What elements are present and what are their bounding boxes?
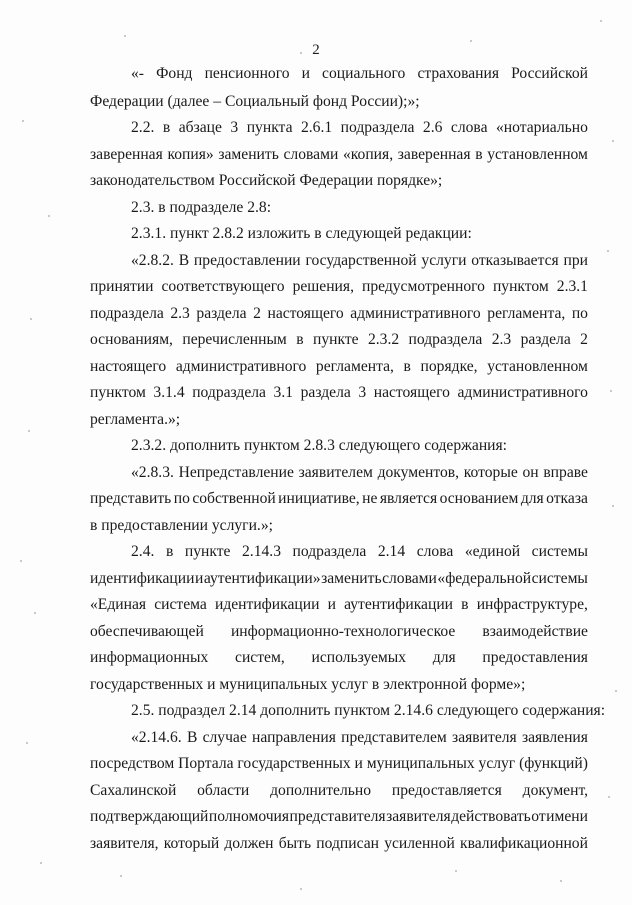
word: принятии	[90, 278, 154, 295]
text-line: 2.3.2. дополнить пунктом 2.8.3 следующего содержания:	[131, 437, 508, 454]
word: Российской	[511, 65, 588, 82]
scan-speck	[455, 870, 457, 872]
page-number: 2	[312, 42, 320, 58]
word: раздела	[196, 305, 247, 322]
word: «Единая	[90, 596, 147, 613]
word: посредством	[90, 755, 175, 772]
word: подраздела	[340, 119, 415, 136]
text-line	[131, 118, 588, 138]
text-line: Федерации (далее – Социальный фонд России);»;	[90, 93, 420, 110]
text-line: в предоставлении услуги.»;	[90, 517, 273, 534]
word: административного	[175, 358, 307, 375]
word: соответствующего	[161, 278, 285, 295]
word: заявителя	[452, 729, 517, 746]
word: Портала	[178, 755, 234, 772]
word: настоящего	[373, 384, 450, 401]
text-line	[131, 542, 588, 562]
word: которые	[463, 464, 518, 481]
word: регламента,	[315, 358, 394, 375]
scan-speck	[300, 52, 302, 54]
word: слова	[416, 543, 454, 560]
text-line	[131, 64, 588, 84]
text-line	[90, 622, 588, 642]
word: «единой	[464, 543, 521, 560]
word: области	[197, 782, 250, 799]
text-line	[90, 304, 588, 324]
word: установленном	[487, 358, 588, 375]
scan-speck	[20, 560, 22, 562]
word: муниципальных	[366, 755, 475, 772]
word: предоставлении	[193, 252, 301, 269]
word: для	[432, 649, 456, 666]
word: используемых	[311, 649, 407, 666]
word: информационных	[90, 649, 209, 666]
word: «-	[131, 65, 144, 82]
word: 2.14.3	[242, 543, 281, 560]
word: 2.3.1	[556, 278, 588, 295]
word: 2.2.	[131, 119, 155, 136]
word: от	[531, 808, 546, 825]
word: раздела	[300, 384, 351, 401]
word: подраздела	[408, 331, 483, 348]
word: В	[186, 729, 198, 746]
scan-speck	[610, 390, 612, 392]
text-line: регламента.»;	[90, 411, 181, 428]
word: идентификации	[90, 570, 195, 587]
scan-speck	[34, 612, 36, 614]
word: заявителя,	[90, 835, 159, 852]
word: полномочия	[208, 808, 290, 825]
text-line	[90, 145, 588, 165]
word: подраздела	[192, 384, 266, 401]
word: представителем	[341, 729, 447, 746]
scan-speck	[48, 215, 50, 217]
word: заменить	[321, 570, 382, 587]
word: Сахалинской	[90, 782, 177, 799]
word: услуг	[478, 755, 516, 772]
word: государственных	[237, 755, 351, 772]
word: отказа	[546, 490, 588, 507]
text-line	[131, 251, 588, 271]
word: 2.6.1	[300, 119, 333, 136]
word: в	[461, 596, 469, 613]
word: «федеральной	[437, 570, 532, 587]
word: заявителем	[298, 464, 373, 481]
word: В	[178, 252, 190, 269]
word: при	[563, 252, 588, 269]
word: взаимодействие	[482, 623, 588, 640]
word: система	[154, 596, 207, 613]
word: 3.1	[273, 384, 294, 401]
text-line	[90, 807, 588, 827]
text-line	[90, 834, 588, 854]
word: услуги	[421, 252, 467, 269]
word: «2.14.6.	[131, 729, 182, 746]
text-line	[90, 357, 588, 377]
scan-speck	[22, 120, 24, 122]
text-line: законодательством Российской Федерации порядке»;	[90, 172, 443, 189]
word: государственной	[305, 252, 417, 269]
word: инициативе,	[278, 490, 360, 507]
text-line	[90, 781, 588, 801]
word: копия»	[167, 146, 214, 163]
word: пункте	[312, 331, 359, 348]
scan-speck	[124, 35, 126, 37]
text-line	[90, 383, 588, 403]
scan-speck	[30, 318, 32, 320]
word: заверенная	[397, 146, 471, 163]
scan-speck	[28, 430, 30, 432]
word: 2	[253, 305, 261, 322]
scan-speck	[607, 250, 609, 252]
text-line	[90, 595, 588, 615]
word: 2.6	[422, 119, 443, 136]
word: дополнительно	[270, 782, 372, 799]
word: основанием	[439, 490, 519, 507]
word: обеспечивающей	[90, 623, 204, 640]
text-line	[90, 569, 588, 589]
word: подраздела	[292, 543, 367, 560]
word: перечисленным	[182, 331, 287, 348]
word: заменить	[218, 146, 279, 163]
text-line: 2.3.1. пункт 2.8.2 изложить в следующей редакции:	[131, 225, 472, 242]
text-line	[131, 463, 588, 483]
word: 2	[580, 331, 588, 348]
text-line	[90, 330, 588, 350]
word: Фонд	[156, 65, 193, 82]
word: собственной	[192, 490, 276, 507]
word: квалификационной	[460, 835, 588, 852]
word: систем,	[235, 649, 285, 666]
word: аутентификации»	[203, 570, 321, 587]
text-line: 2.5. подраздел 2.14 дополнить пунктом 2.14.6 следующего содержания:	[131, 702, 606, 719]
word: словами	[382, 570, 437, 587]
word: инфраструктуре,	[476, 596, 588, 613]
word: «копия,	[342, 146, 394, 163]
word: «2.8.2.	[131, 252, 174, 269]
scan-speck	[612, 505, 614, 507]
word: отказывается	[471, 252, 559, 269]
word: представить	[90, 490, 172, 507]
word: предоставляется	[391, 782, 502, 799]
scan-speck	[40, 862, 42, 864]
word: настоящего	[90, 358, 167, 375]
word: административного	[350, 305, 481, 322]
word: «нотариально	[495, 119, 588, 136]
word: имени	[546, 808, 588, 825]
text-line	[90, 489, 588, 509]
word: слова	[450, 119, 488, 136]
word: по	[173, 490, 190, 507]
word: 3	[230, 119, 239, 136]
word: установленном	[487, 146, 588, 163]
word: абзаце	[178, 119, 222, 136]
word: информационно-технологическое	[230, 623, 456, 640]
word: социального	[322, 65, 406, 82]
word: регламента,	[487, 305, 566, 322]
text-line	[90, 648, 588, 668]
word: аутентификации	[344, 596, 454, 613]
word: в	[403, 358, 411, 375]
word: словами	[283, 146, 339, 163]
word: не	[362, 490, 378, 507]
word: 2.14	[377, 543, 406, 560]
word: пункте	[184, 543, 231, 560]
word: представителя	[289, 808, 386, 825]
scan-speck	[612, 140, 614, 142]
word: и	[327, 596, 336, 613]
scan-speck	[560, 880, 562, 882]
scan-speck	[470, 40, 472, 42]
word: (функций)	[519, 755, 588, 772]
word: подтверждающий	[90, 808, 209, 825]
word: подписан	[316, 835, 379, 852]
word: пенсионного	[204, 65, 290, 82]
word: решения,	[292, 278, 354, 295]
word: 2.3.2	[367, 331, 400, 348]
word: предоставления	[482, 649, 588, 666]
word: 3	[358, 384, 367, 401]
word: заявителя	[386, 808, 451, 825]
word: и	[194, 570, 204, 587]
word: административного	[457, 384, 588, 401]
word: 2.3	[491, 331, 512, 348]
word: по	[571, 305, 588, 322]
word: случае	[202, 729, 247, 746]
word: документ,	[522, 782, 588, 799]
word: основаниям,	[90, 331, 173, 348]
word: в	[165, 543, 174, 560]
text-line	[90, 754, 588, 774]
scan-speck	[300, 888, 302, 890]
word: в	[162, 119, 171, 136]
word: раздела	[520, 331, 571, 348]
word: в	[475, 146, 483, 163]
word: заверенная	[90, 146, 163, 163]
scan-speck	[26, 742, 28, 744]
word: он	[522, 464, 539, 481]
word: усиленной	[384, 835, 455, 852]
word: в	[296, 331, 304, 348]
word: идентификации	[214, 596, 320, 613]
word: и	[354, 755, 363, 772]
word: подраздела	[90, 305, 164, 322]
word: пункта	[246, 119, 293, 136]
word: заявления	[521, 729, 588, 746]
text-line	[131, 728, 588, 748]
word: должен	[224, 835, 274, 852]
word: для	[520, 490, 544, 507]
text-line: государственных и муниципальных услуг в электронной форме»;	[90, 676, 526, 693]
word: порядке,	[420, 358, 478, 375]
scan-speck	[615, 690, 617, 692]
word: и	[301, 65, 310, 82]
word: предусмотренного	[361, 278, 485, 295]
word: Непредставление	[178, 464, 294, 481]
scan-speck	[120, 875, 122, 877]
word: быть	[278, 835, 312, 852]
word: пунктом	[90, 384, 146, 401]
word: является	[379, 490, 438, 507]
word: вправе	[543, 464, 588, 481]
word: пунктом	[492, 278, 549, 295]
word: системы	[531, 543, 588, 560]
word: который	[163, 835, 220, 852]
scan-speck	[608, 796, 610, 798]
word: 2.4.	[131, 543, 155, 560]
word: направления	[252, 729, 336, 746]
word: действовать	[451, 808, 531, 825]
word: документов,	[377, 464, 460, 481]
text-line	[90, 277, 588, 297]
text-line: 2.3. в подразделе 2.8:	[131, 199, 272, 216]
word: страхования	[417, 65, 500, 82]
word: 2.3	[170, 305, 190, 322]
word: системы	[531, 570, 588, 587]
word: настоящего	[267, 305, 344, 322]
word: «2.8.3.	[131, 464, 174, 481]
scan-speck	[600, 20, 602, 22]
word: 3.1.4	[153, 384, 185, 401]
